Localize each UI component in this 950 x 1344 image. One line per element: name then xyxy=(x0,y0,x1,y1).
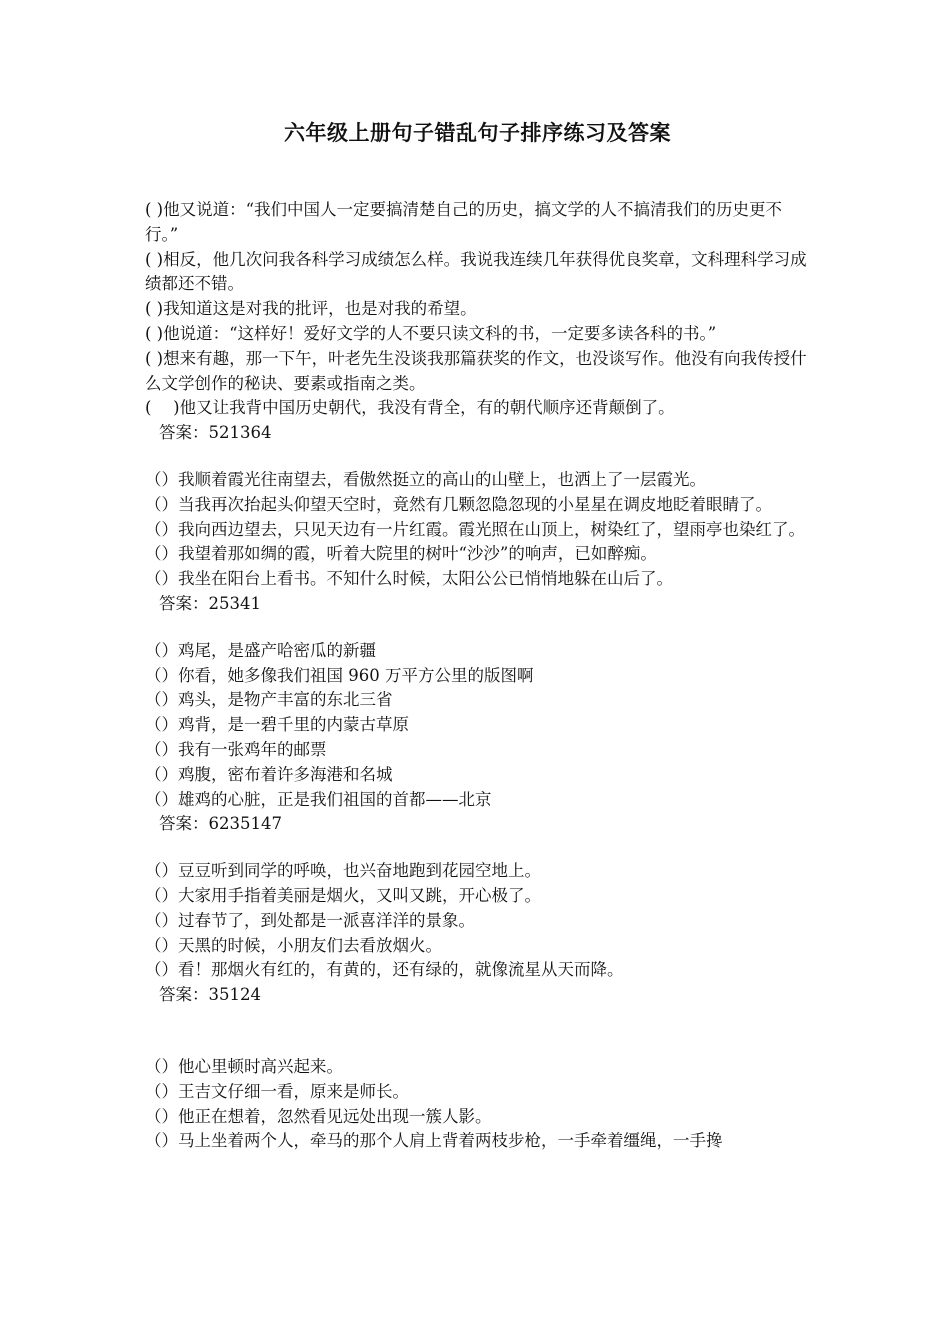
sentence-line: （）我望着那如绸的霞，听着大院里的树叶“沙沙”的响声，已如醉痴。 xyxy=(145,544,657,564)
sentence-line: （）大家用手指着美丽是烟火，又叫又跳，开心极了。 xyxy=(145,885,541,905)
sentence-line: ( )他又让我背中国历史朝代，我没有背全，有的朝代顺序还背颠倒了。 xyxy=(145,398,675,418)
sentence-line: （）他心里顿时高兴起来。 xyxy=(145,1056,343,1076)
sentence-line: （）我顺着霞光往南望去，看傲然挺立的高山的山壁上，也洒上了一层霞光。 xyxy=(145,469,706,489)
sentence-line: （）鸡尾，是盛产哈密瓜的新疆 xyxy=(145,640,376,660)
document-page xyxy=(145,118,810,1176)
sentence-line: ( )相反，他几次问我各科学习成绩怎么样。我说我连续几年获得优良奖章，文科理科学习成绩都还不错。 xyxy=(145,249,807,294)
sentence-line: （）王吉文仔细一看，原来是师长。 xyxy=(145,1081,409,1101)
sentence-line: （）我坐在阳台上看书。不知什么时候，太阳公公已悄悄地躲在山后了。 xyxy=(145,569,673,589)
sentence-line: （）看！那烟火有红的，有黄的，还有绿的，就像流星从天而降。 xyxy=(145,960,624,980)
answer-line: 答案：6235147 xyxy=(159,814,282,834)
sentence-line: （）鸡背，是一碧千里的内蒙古草原 xyxy=(145,715,409,735)
sentence-line: （）我有一张鸡年的邮票 xyxy=(145,739,327,759)
exercise-1 xyxy=(145,198,810,446)
sentence-line: （）豆豆听到同学的呼唤，也兴奋地跑到花园空地上。 xyxy=(145,861,541,881)
sentence-line: ( )想来有趣，那一下午，叶老先生没谈我那篇获奖的作文，也没谈写作。他没有向我传授什么文学创作的秘诀、要素或指南之类。 xyxy=(145,348,807,393)
sentence-line: ( )我知道这是对我的批评，也是对我的希望。 xyxy=(145,299,477,319)
sentence-line: （）天黑的时候，小朋友们去看放烟火。 xyxy=(145,935,442,955)
exercise-5 xyxy=(145,1055,810,1154)
sentence-line: （）他正在想着，忽然看见远处出现一簇人影。 xyxy=(145,1106,492,1126)
sentence-line: （）雄鸡的心脏，正是我们祖国的首都——北京 xyxy=(145,789,492,809)
sentence-line: （）鸡头，是物产丰富的东北三省 xyxy=(145,690,393,710)
exercise-4 xyxy=(145,859,810,1008)
sentence-line: ( )他说道：“这样好！爱好文学的人不要只读文科的书，一定要多读各科的书。” xyxy=(145,323,717,343)
document-title: 六年级上册句子错乱句子排序练习及答案 xyxy=(284,120,671,145)
sentence-line: （）过春节了，到处都是一派喜洋洋的景象。 xyxy=(145,910,475,930)
sentence-line: （）鸡腹，密布着许多海港和名城 xyxy=(145,764,393,784)
sentence-line: （）马上坐着两个人，牵马的那个人肩上背着两枝步枪，一手牵着缰绳，一手搀 xyxy=(145,1131,723,1151)
sentence-line: （）你看，她多像我们祖国 960 万平方公里的版图啊 xyxy=(145,665,534,685)
exercise-3 xyxy=(145,639,810,837)
answer-line: 答案：521364 xyxy=(159,423,272,443)
sentence-line: （）当我再次抬起头仰望天空时，竟然有几颗忽隐忽现的小星星在调皮地眨着眼睛了。 xyxy=(145,494,772,514)
sentence-line: （）我向西边望去，只见天边有一片红霞。霞光照在山顶上，树染红了，望雨亭也染红了。 xyxy=(145,519,805,539)
sentence-line: ( )他又说道：“我们中国人一定要搞清楚自己的历史，搞文学的人不搞清我们的历史更不行。” xyxy=(145,200,783,244)
exercise-2 xyxy=(145,468,810,617)
answer-line: 答案：35124 xyxy=(159,985,261,1005)
answer-line: 答案：25341 xyxy=(159,593,261,613)
